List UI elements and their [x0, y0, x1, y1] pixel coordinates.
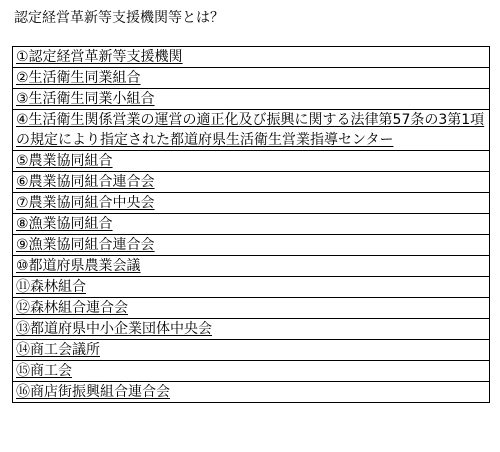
- list-item: ③生活衛生同業小組合: [13, 89, 490, 110]
- list-item: ⑤農業協同組合: [13, 151, 490, 172]
- table-row: [13, 298, 490, 319]
- list-item: ⑯商店街振興組合連合会: [13, 382, 490, 403]
- table-row: [13, 361, 490, 382]
- list-item: ④生活衛生関係営業の運営の適正化及び振興に関する法律第57条の3第1項の規定により指定された都道府県生活衛生営業指導センター: [13, 110, 490, 151]
- table-row: [13, 151, 490, 172]
- table-row: [13, 256, 490, 277]
- list-item: ⑩都道府県農業会議: [13, 256, 490, 277]
- list-item: ⑧漁業協同組合: [13, 214, 490, 235]
- table-row: [13, 47, 490, 68]
- table-row: [13, 340, 490, 361]
- list-item: ②生活衛生同業組合: [13, 68, 490, 89]
- table-row: [13, 382, 490, 403]
- table-row: [13, 193, 490, 214]
- table-row: [13, 110, 490, 151]
- institution-list-table: [12, 46, 490, 403]
- table-row: [13, 235, 490, 256]
- table-row: [13, 172, 490, 193]
- list-item: ⑫森林組合連合会: [13, 298, 490, 319]
- table-row: [13, 89, 490, 110]
- list-item: ⑦農業協同組合中央会: [13, 193, 490, 214]
- list-item: ⑮商工会: [13, 361, 490, 382]
- list-item: ⑨漁業協同組合連合会: [13, 235, 490, 256]
- list-item: ⑪森林組合: [13, 277, 490, 298]
- list-item: ⑬都道府県中小企業団体中央会: [13, 319, 490, 340]
- page-title: 認定経営革新等支援機関等とは？: [14, 10, 224, 26]
- table-row: [13, 214, 490, 235]
- table-row: [13, 277, 490, 298]
- list-item: ⑥農業協同組合連合会: [13, 172, 490, 193]
- table-row: [13, 68, 490, 89]
- list-item: ①認定経営革新等支援機関: [13, 47, 490, 68]
- list-item: ⑭商工会議所: [13, 340, 490, 361]
- table-row: [13, 319, 490, 340]
